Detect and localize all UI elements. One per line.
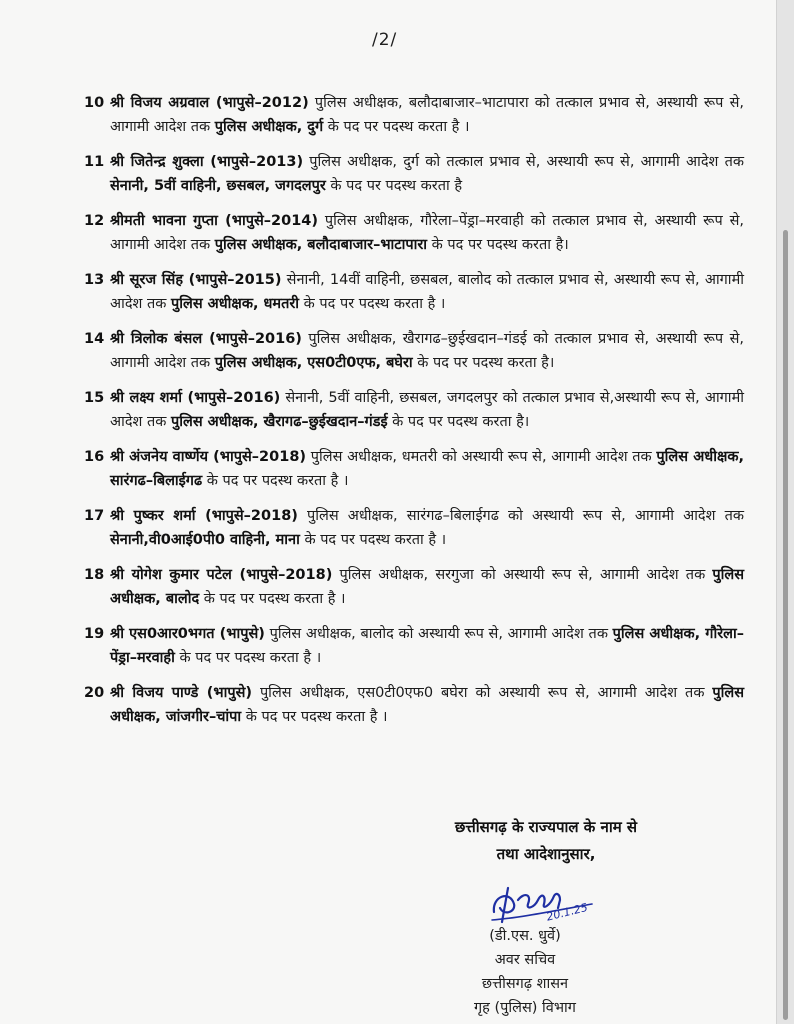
signatory-designation: अवर सचिव (494, 952, 556, 968)
order-number: 18 (84, 567, 105, 583)
order-tail: के पद पर पदस्थ करता है। (412, 354, 555, 371)
officer-name: श्री पुष्कर शर्मा (भापुसे–2018) (110, 508, 298, 524)
new-post: पुलिस अधीक्षक, दुर्ग (214, 118, 324, 135)
new-post: पुलिस अधीक्षक, धमतरी (171, 295, 300, 312)
order-text (110, 682, 744, 729)
officer-name: श्री त्रिलोक बंसल (भापुसे–2016) (110, 331, 302, 347)
order-list (84, 92, 744, 741)
order-number: 17 (84, 508, 105, 524)
order-body: पुलिस अधीक्षक, बलौदाबाजार–भाटापारा को तत्काल प्रभाव से, अस्थायी रूप से, आगामी आदेश तक (110, 95, 745, 135)
order-text (110, 564, 744, 611)
signature-image (488, 882, 600, 926)
order-number: 10 (84, 95, 105, 111)
order-item (84, 210, 744, 257)
order-text (110, 92, 744, 139)
order-text (110, 505, 744, 552)
new-post: पुलिस अधीक्षक, एस0टी0एफ, बघेरा (214, 354, 413, 371)
order-item (84, 92, 744, 139)
order-number: 16 (84, 449, 105, 465)
order-number: 19 (84, 626, 105, 642)
officer-name: श्री जितेन्द्र शुक्ला (भापुसे–2013) (110, 154, 304, 170)
order-body: पुलिस अधीक्षक, सारंगढ–बिलाईगढ को अस्थायी रूप से, आगामी आदेश तक (297, 508, 744, 524)
order-body: पुलिस अधीक्षक, खैरागढ–छुईखदान–गंडई को तत्काल प्रभाव से, अस्थायी रूप से, आगामी आदेश तक (110, 331, 744, 371)
order-body: सेनानी, 5वीं वाहिनी, छसबल, जगदलपुर को तत्काल प्रभाव से,अस्थायी रूप से, आगामी आदेश तक (110, 390, 744, 430)
order-tail: के पद पर पदस्थ करता है। (427, 236, 569, 253)
order-item (84, 269, 744, 316)
order-body: पुलिस अधीक्षक, बालोद को अस्थायी रूप से, आगामी आदेश तक (264, 626, 613, 642)
order-number: 15 (84, 390, 105, 406)
officer-name: श्री एस0आर0भगत (भापुसे) (110, 626, 265, 642)
order-tail: के पद पर पदस्थ करता है । (202, 472, 349, 489)
order-item (84, 505, 744, 552)
officer-name: श्री विजय अग्रवाल (भापुसे–2012) (110, 95, 309, 111)
order-item (84, 387, 744, 434)
order-text (110, 151, 744, 198)
officer-name: श्री अंजनेय वार्ष्णेय (भापुसे–2018) (110, 449, 307, 465)
order-number: 14 (84, 331, 105, 347)
order-item (84, 151, 744, 198)
new-post: पुलिस अधीक्षक, जांजगीर–चांपा (110, 685, 745, 725)
new-post: पुलिस अधीक्षक, सारंगढ–बिलाईगढ (110, 449, 745, 489)
order-body: पुलिस अधीक्षक, सरगुजा को अस्थायी रूप से, आगामी आदेश तक (332, 567, 713, 583)
signatory-government: छत्तीसगढ़ शासन (481, 976, 569, 992)
order-body: पुलिस अधीक्षक, दुर्ग को तत्काल प्रभाव से, अस्थायी रूप से, आगामी आदेश तक (303, 154, 744, 170)
order-body: सेनानी, 14वीं वाहिनी, छसबल, बालोद को तत्काल प्रभाव से, अस्थायी रूप से, आगामी आदेश तक (110, 272, 744, 312)
order-text (110, 210, 744, 257)
order-text (110, 387, 744, 434)
signatory-name: (डी.एस. धुर्वे) (489, 928, 561, 944)
new-post: पुलिस अधीक्षक, गौरेला–पेंड्रा–मरवाही (110, 626, 744, 666)
order-tail: के पद पर पदस्थ करता है । (299, 531, 447, 548)
order-body: पुलिस अधीक्षक, धमतरी को अस्थायी रूप से, आगामी आदेश तक (306, 449, 657, 465)
order-tail: के पद पर पदस्थ करता है । (241, 708, 388, 725)
order-text (110, 269, 744, 316)
order-tail: के पद पर पदस्थ करता है (325, 177, 463, 194)
officer-name: श्री विजय पाण्डे (भापुसे) (110, 685, 253, 701)
order-item (84, 682, 744, 729)
scrollbar-thumb[interactable] (783, 230, 788, 1020)
order-tail: के पद पर पदस्थ करता है । (199, 590, 346, 607)
new-post: सेनानी, 5वीं वाहिनी, छसबल, जगदलपुर (110, 177, 326, 194)
order-number: 20 (84, 685, 105, 701)
closing-block (396, 814, 696, 868)
order-item (84, 564, 744, 611)
order-tail: के पद पर पदस्थ करता है । (323, 118, 470, 135)
closing-line-1: छत्तीसगढ़ के राज्यपाल के नाम से (454, 818, 638, 836)
order-text (110, 623, 744, 670)
order-text (110, 328, 744, 375)
order-number: 12 (84, 213, 105, 229)
order-body: पुलिस अधीक्षक, एस0टी0एफ0 बघेरा को अस्थायी रूप से, आगामी आदेश तक (252, 685, 713, 701)
order-tail: के पद पर पदस्थ करता है। (387, 413, 530, 430)
signature-date: 20.1.25 (545, 900, 590, 924)
order-number: 11 (84, 154, 105, 170)
page-number: /2/ (372, 30, 398, 50)
order-item (84, 446, 744, 493)
new-post: पुलिस अधीक्षक, बालोद (110, 567, 744, 607)
order-item (84, 623, 744, 670)
officer-name: श्री योगेश कुमार पटेल (भापुसे–2018) (110, 567, 333, 583)
officer-name: श्रीमती भावना गुप्ता (भापुसे–2014) (110, 213, 319, 229)
order-tail: के पद पर पदस्थ करता है । (299, 295, 446, 312)
new-post: पुलिस अधीक्षक, बलौदाबाजार–भाटापारा (214, 236, 428, 253)
officer-name: श्री लक्ष्य शर्मा (भापुसे–2016) (110, 390, 281, 406)
officer-name: श्री सूरज सिंह (भापुसे–2015) (110, 272, 282, 288)
order-body: पुलिस अधीक्षक, गौरेला–पेंड्रा–मरवाही को तत्काल प्रभाव से, अस्थायी रूप से, आगामी आदेश तक (110, 213, 744, 253)
new-post: सेनानी,वी0आई0पी0 वाहिनी, माना (110, 531, 300, 548)
vertical-scrollbar[interactable] (776, 0, 794, 1024)
order-text (110, 446, 744, 493)
order-tail: के पद पर पदस्थ करता है । (174, 649, 322, 666)
new-post: पुलिस अधीक्षक, खैरागढ–छुईखदान–गंडई (171, 413, 388, 430)
order-number: 13 (84, 272, 105, 288)
signatory-block (420, 924, 630, 1020)
closing-line-2: तथा आदेशानुसार, (496, 845, 596, 863)
order-item (84, 328, 744, 375)
signatory-department: गृह (पुलिस) विभाग (474, 1000, 576, 1016)
